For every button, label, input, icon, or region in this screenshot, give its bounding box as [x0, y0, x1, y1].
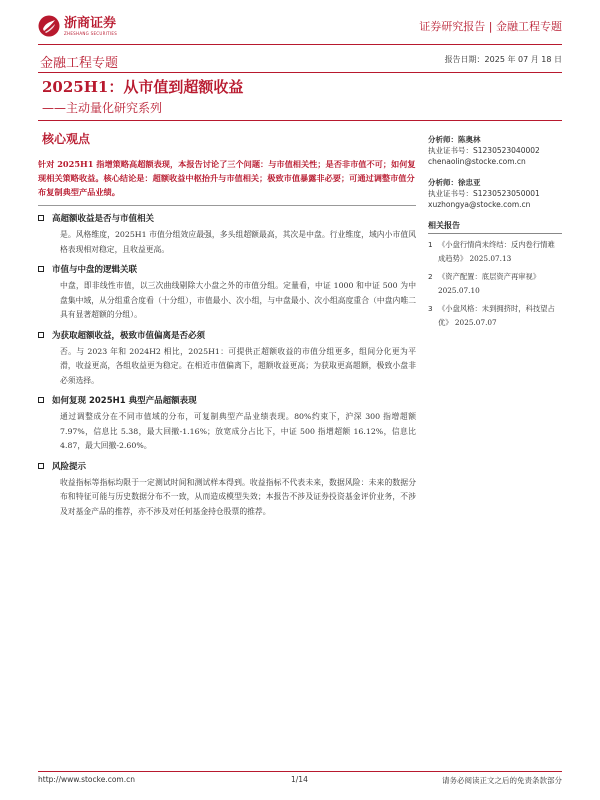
- report-title: 2025H1：从市值到超额收益: [42, 78, 244, 96]
- analyst-card: [428, 134, 562, 167]
- main-column: [38, 130, 416, 519]
- core-viewpoint-heading: 核心观点: [42, 132, 91, 146]
- section-risk-warning: [38, 460, 416, 520]
- section-body: 通过调整成分在不同市值域的分布，可复制典型产品业绩表现。80%约束下，沪深 300 指增超额 7.97%，信息比 5.38，最大回撤-1.16%；放宽成分占比下，中证 500 指增超额 16.12%，信息比 4.87，最大回撤-2.60%。: [60, 412, 416, 450]
- analyst-card: [428, 177, 562, 210]
- report-type-label: 证券研究报告 | 金融工程专题: [419, 20, 562, 33]
- logo-name: 浙商证券: [64, 15, 117, 31]
- analyst-certificate: 执业证书号：S1230523040002: [428, 146, 540, 155]
- analyst-name: 分析师：陈奥林: [428, 135, 481, 144]
- disclaimer-note: 请务必阅读正文之后的免责条款部分: [442, 776, 562, 785]
- category-divider: [38, 72, 562, 73]
- section-body: 收益指标等指标均限于一定测试时间和测试样本得到。收益指标不代表未来，数据风险：未来的数据分布和特征可能与历史数据分布不一致，从而造成模型失效；本报告不涉及证券投资基金评价业务，不涉及对基金产品的推荐，亦不涉及对任何基金持仓股票的推荐。: [60, 477, 416, 516]
- related-report-item[interactable]: [428, 270, 562, 298]
- core-viewpoint-intro: 针对 2025H1 指增策略高超额表现，本报告讨论了三个问题：与市值相关性；是否非市值不可；如何复现相关策略收益。核心结论是：超额收益中枢抬升与市值相关；极致市值暴露非必要；可通过调整市值分布复制典型产品业绩。: [38, 159, 416, 197]
- section-body: 否。与 2023 年和 2024H2 相比，2025H1：可提供正超额收益的市值分组更多，组间分化更为平滑，收益更高，各组收益更为稳定。在相近市值偏离下，超额收益更高；为获取更高超额，极致小盘非必须选择。: [60, 346, 416, 385]
- header-divider: [38, 44, 562, 45]
- section-heading: 风险提示: [52, 461, 87, 472]
- title-divider: [38, 120, 562, 121]
- section-body: 是。风格维度，2025H1 市值分组效应最强，多头组超额最高，其次是中盘。行业维度，域内小市值风格表现相对稳定，且收益更高。: [60, 230, 416, 254]
- section-replicate-performance: [38, 394, 416, 454]
- section-market-cap-correlation: [38, 212, 416, 257]
- related-report-item[interactable]: [428, 238, 562, 266]
- company-logo: [38, 12, 117, 40]
- square-bullet-icon: [38, 266, 44, 272]
- page-header: [38, 12, 562, 40]
- square-bullet-icon: [38, 463, 44, 469]
- report-category: 金融工程专题: [40, 56, 119, 71]
- section-midcap-logic: [38, 263, 416, 323]
- analyst-email[interactable]: chenaolin@stocke.com.cn: [428, 157, 526, 166]
- section-heading: 如何复现 2025H1 典型产品超额表现: [52, 396, 197, 406]
- section-heading: 为获取超额收益，极致市值偏离是否必须: [52, 330, 206, 341]
- report-subtitle: ——主动量化研究系列: [42, 101, 163, 115]
- section-body: 中盘，即非线性市值，以三次曲线剔除大小盘之外的市值分组。定量看，中证 1000 和中证 500 为中盘集中域，从分组重合度看（十分组），市值最小、次小组，与中盘最小、次小组高度重合（中盘内唯二具有显著超额的分组）。: [60, 281, 416, 319]
- category-bar: [38, 54, 562, 70]
- related-report-index: 3: [428, 304, 433, 313]
- analyst-certificate: 执业证书号：S1230523050001: [428, 189, 540, 198]
- square-bullet-icon: [38, 397, 44, 403]
- related-report-text: 《小盘行情尚未终结：反内卷行情难成趋势》 2025.07.13: [438, 240, 555, 263]
- section-extreme-cap-deviation: [38, 329, 416, 389]
- footer-divider: [38, 771, 562, 772]
- related-report-text: 《资产配置：底层资产再审视》 2025.07.10: [438, 272, 541, 295]
- report-date: 报告日期：2025 年 07 月 18 日: [444, 55, 562, 64]
- website-link[interactable]: http://www.stocke.com.cn: [38, 775, 135, 784]
- section-heading: 高超额收益是否与市值相关: [52, 214, 155, 224]
- analyst-email[interactable]: xuzhongya@stocke.com.cn: [428, 200, 531, 209]
- related-reports-heading: 相关报告: [428, 220, 562, 234]
- related-report-text: 《小盘风格：未到拥挤时，科技望占优》 2025.07.07: [438, 304, 555, 327]
- related-report-index: 2: [428, 272, 433, 281]
- related-report-index: 1: [428, 240, 433, 249]
- section-heading: 市值与中盘的逻辑关联: [52, 265, 138, 275]
- square-bullet-icon: [38, 332, 44, 338]
- section-divider: [38, 205, 416, 206]
- sidebar-column: [428, 134, 562, 330]
- logo-english-name: ZHESHANG SECURITIES: [64, 30, 118, 36]
- related-report-item[interactable]: [428, 302, 562, 330]
- square-bullet-icon: [38, 215, 44, 221]
- logo-emblem-icon: [38, 15, 60, 37]
- page-number: 1/14: [291, 775, 308, 784]
- analyst-name: 分析师：徐忠亚: [428, 178, 481, 187]
